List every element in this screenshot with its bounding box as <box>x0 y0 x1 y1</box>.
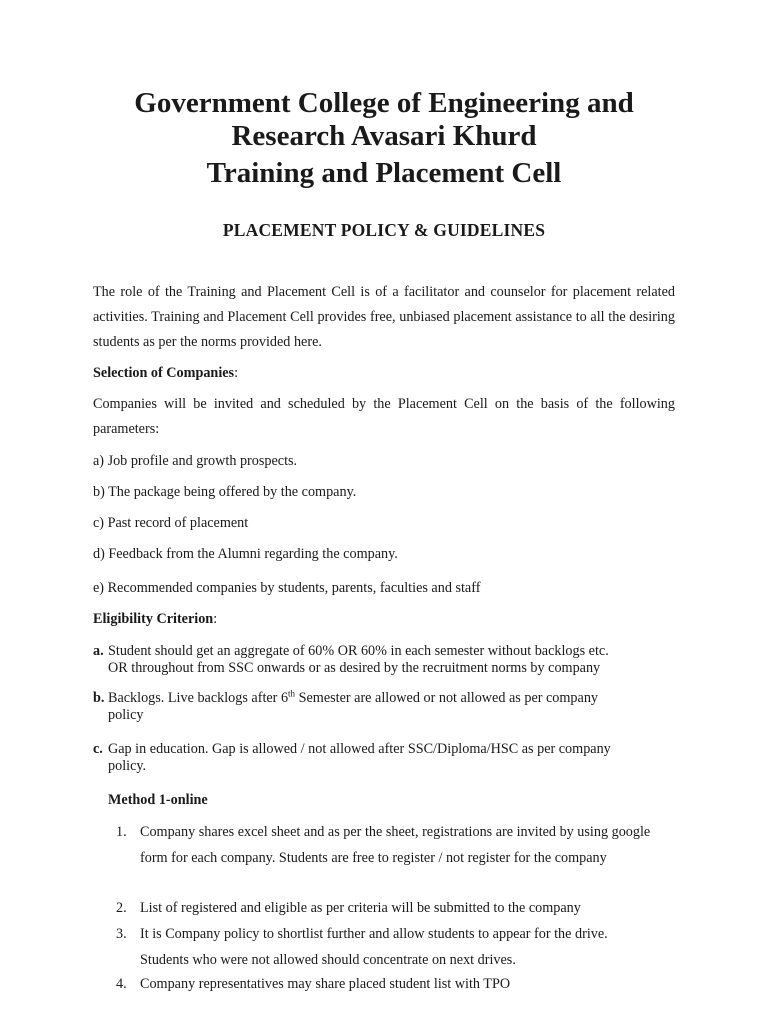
step-text: It is Company policy to shortlist further and allow students to appear for the drive. Students who were not allowed should concentrate on next drives. <box>140 926 608 968</box>
method-step <box>108 820 653 871</box>
step-number: 2. <box>116 900 127 916</box>
selection-item: d) Feedback from the Alumni regarding the company. <box>93 546 398 562</box>
step-text: Company shares excel sheet and as per the sheet, registrations are invited by using google form for each company. Students are free to register / not register for the company <box>140 824 651 866</box>
eligibility-heading-text: Eligibility Criterion <box>93 611 214 627</box>
criterion-text-cont: policy <box>108 707 144 723</box>
selection-heading <box>93 365 238 382</box>
criterion-c <box>93 741 683 775</box>
selection-description: Companies will be invited and scheduled by the Placement Cell on the basis of the following parameters: <box>93 396 675 437</box>
criterion-text-post: Semester are allowed or not allowed as per company <box>295 690 599 706</box>
intro-paragraph: The role of the Training and Placement Cell is of a facilitator and counselor for placement related activities. Training and Placement Cell provides free, unbiased placement assistance to all the desiring students as per the norms provided here. <box>93 284 675 350</box>
policy-heading: PLACEMENT POLICY & GUIDELINES <box>222 220 546 240</box>
selection-item: e) Recommended companies by students, parents, faculties and staff <box>93 580 481 596</box>
method-step <box>108 972 653 998</box>
selection-item: c) Past record of placement <box>93 515 249 531</box>
eligibility-heading <box>93 611 217 628</box>
step-text: Company representatives may share placed student list with TPO <box>140 976 511 992</box>
criterion-b <box>93 690 683 724</box>
selection-item: a) Job profile and growth prospects. <box>93 453 298 469</box>
step-number: 4. <box>116 976 127 992</box>
criterion-text: Gap in education. Gap is allowed / not allowed after SSC/Diploma/HSC as per company <box>108 741 611 757</box>
criterion-text-cont: OR throughout from SSC onwards or as desired by the recruitment norms by company <box>108 660 601 676</box>
college-name-line2: Research Avasari Khurd <box>231 120 537 152</box>
criterion-text: Student should get an aggregate of 60% OR 60% in each semester without backlogs etc. <box>108 643 609 659</box>
cell-name: Training and Placement Cell <box>206 157 562 189</box>
criterion-text-cont: policy. <box>108 758 147 774</box>
method-step <box>108 922 653 973</box>
selection-heading-colon: : <box>234 365 239 381</box>
step-text: List of registered and eligible as per criteria will be submitted to the company <box>140 900 581 916</box>
method-heading: Method 1-online <box>108 792 208 808</box>
college-name-line1: Government College of Engineering and <box>134 87 634 119</box>
ordinal-suffix: th <box>288 688 296 699</box>
criterion-a <box>93 643 683 677</box>
eligibility-heading-colon: : <box>213 611 218 627</box>
step-number: 1. <box>116 824 127 840</box>
criterion-marker: c. <box>93 741 103 757</box>
criterion-text <box>108 690 683 707</box>
selection-item: b) The package being offered by the company. <box>93 484 357 500</box>
criterion-text-pre: Backlogs. Live backlogs after 6 <box>108 690 289 706</box>
step-number: 3. <box>116 926 127 942</box>
criterion-marker: a. <box>93 643 104 659</box>
method-step <box>108 896 653 922</box>
criterion-marker: b. <box>93 690 105 706</box>
selection-heading-text: Selection of Companies <box>93 365 235 381</box>
